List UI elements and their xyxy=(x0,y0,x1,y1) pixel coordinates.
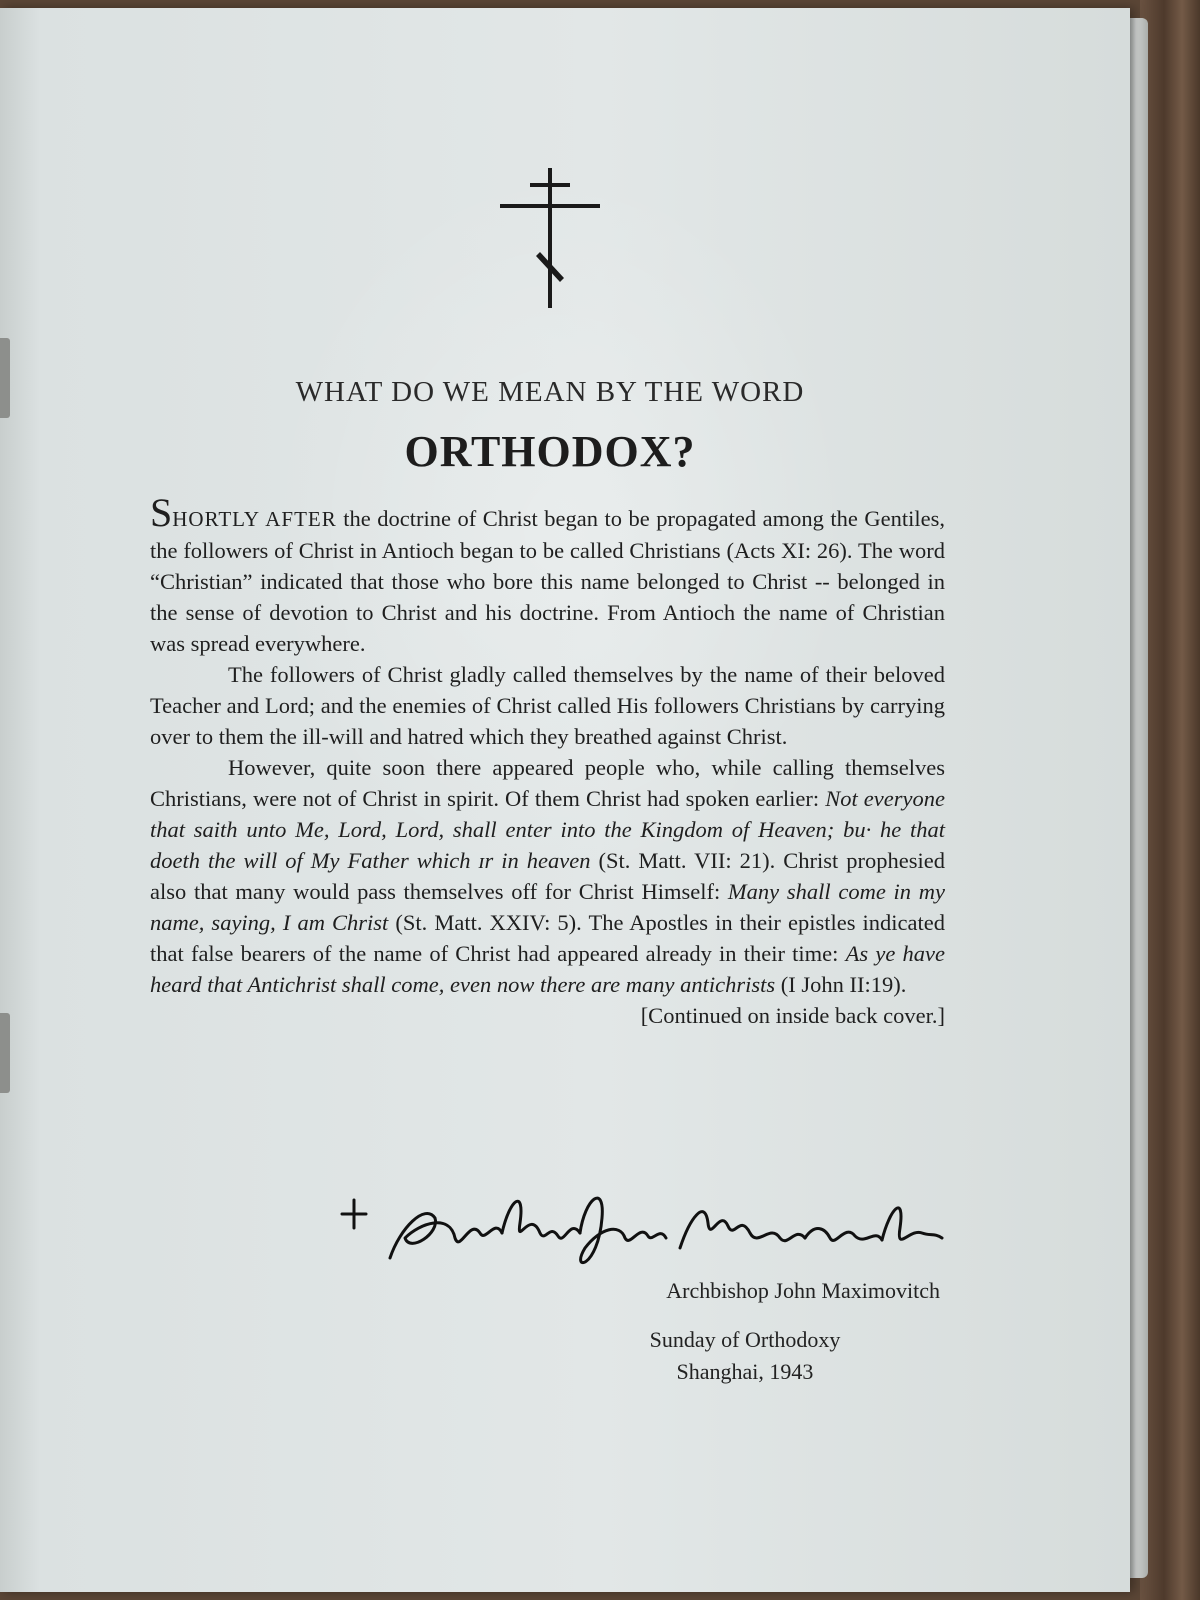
scripture-quote: Not everyone that saith unto Me, Lord, Lord, shall enter into the Kingdom of Heaven; bu· he that doeth the will of My Father which ɪr in heaven xyxy=(150,786,945,873)
opening-small-caps: HORTLY AFTER xyxy=(172,507,337,531)
paragraph-text: The followers of Christ gladly called themselves by the name of their beloved Teacher and Lord; and the enemies of Christ called His followers Christians by carrying over to them the ill-will and hatred which they breathed against Christ. xyxy=(150,662,945,749)
drop-cap: S xyxy=(150,490,173,535)
handwritten-signature xyxy=(330,1178,950,1278)
occasion: Sunday of Orthodoxy xyxy=(649,1327,841,1352)
orthodox-cross-icon xyxy=(500,168,604,308)
paragraph-text: (St. Matt. XXIV: 5). The Apostles in their epistles indicated that false bearers of the name of Christ had appeared already in their time: xyxy=(150,910,945,966)
staple-mark xyxy=(0,1013,10,1093)
paragraph-text: the doctrine of Christ began to be propagated among the Gentiles, the followers of Christ in Antioch began to be called Christians (Acts XI: 26). The word “Christian” indicated that those who bore this name belonged to Christ -- belonged in the sense of devotion to Christ and his doctrine. From Antioch the name of Christian was spread everywhere. xyxy=(150,506,945,656)
author-name: Archbishop John Maximovitch xyxy=(666,1278,940,1303)
signature-dateline xyxy=(600,1324,890,1388)
paragraph-2 xyxy=(150,659,945,752)
article-body xyxy=(150,490,945,1031)
paragraph-1 xyxy=(150,490,945,659)
staple-mark xyxy=(0,338,10,418)
paragraph-text: (St. Matt. VII: 21). Christ prophesied also that many would pass themselves off for Christ Himself: xyxy=(150,848,945,904)
table-surface xyxy=(1140,0,1200,1600)
place-date: Shanghai, 1943 xyxy=(676,1359,814,1384)
page-heading: WHAT DO WE MEAN BY THE WORD xyxy=(295,376,805,408)
document-page xyxy=(0,8,1130,1592)
scripture-quote: Many shall come in my name, saying, I am Christ xyxy=(150,879,945,935)
paragraph-text: However, quite soon there appeared people who, while calling themselves Christians, were not of Christ in spirit. Of them Christ had spoken earlier: xyxy=(150,755,945,811)
scripture-quote: As ye have heard that Antichrist shall come, even now there are many antichrists xyxy=(150,941,945,997)
continued-note: [Continued on inside back cover.] xyxy=(640,1003,945,1028)
page-title: ORTHODOX? xyxy=(404,427,696,476)
paragraph-3 xyxy=(150,752,945,1028)
paragraph-text: (I John II:19). xyxy=(775,972,907,997)
